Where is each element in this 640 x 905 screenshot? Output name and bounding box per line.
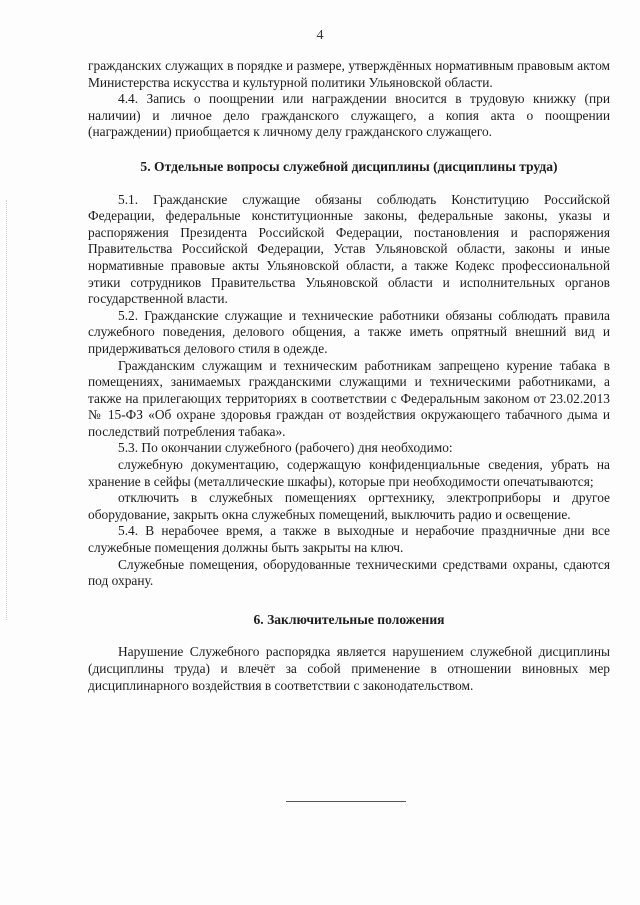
scan-margin-mark <box>6 200 8 620</box>
paragraph-5-4: 5.4. В нерабочее время, а также в выходные и нерабочие праздничные дни все служебные помещения должны быть закрыты на ключ. <box>88 523 610 556</box>
paragraph-security-handover: Служебные помещения, оборудованные техническими средствами охраны, сдаются под охрану. <box>88 556 610 589</box>
paragraph-5-1: 5.1. Гражданские служащие обязаны соблюдать Конституцию Российской Федерации, федеральные конституционные законы, федеральные законы, указы и распоряжения Президента Российской Федерации, постановления и распоряжения Правительства Российской Федерации, Устав Ульяновской области, законы и иные нормативные правовые акты Ульяновской области, а также Кодекс профессиональной этики сотрудников Правительства Ульяновской области и исполнительных органов государственной власти. <box>88 191 610 307</box>
section-5-heading: 5. Отдельные вопросы служебной дисциплины (дисциплины труда) <box>140 158 558 174</box>
page-number: 4 <box>316 28 324 43</box>
paragraph-5-3: 5.3. По окончании служебного (рабочего) дня необходимо: <box>118 440 453 456</box>
paragraph-top-1: гражданских служащих в порядке и размере, утверждённых нормативным правовым актом Министерства искусства и культурной политики Ульяновской области. <box>88 58 610 90</box>
paragraph-documents-storage: служебную документацию, содержащую конфиденциальные сведения, убрать на хранение в сейфы (металлические шкафы), которые при необходимости опечатываются; <box>88 457 610 489</box>
document-body <box>88 58 610 694</box>
paragraph-equipment-off: отключить в служебных помещениях оргтехнику, электроприборы и другое оборудование, закрыть окна служебных помещений, выключить радио и освещение. <box>88 490 610 522</box>
paragraph-smoking-ban: Гражданским служащим и техническим работникам запрещено курение табака в помещениях, занимаемых гражданскими служащими и техническими работниками, а также на прилегающих территориях в соответствии с Федеральным законом от 23.02.2013 № 15-ФЗ «Об охране здоровья граждан от воздействия окружающего табачного дыма и последствий потребления табака». <box>88 357 610 439</box>
section-6-heading: 6. Заключительные положения <box>253 611 445 627</box>
paragraph-4-4: 4.4. Запись о поощрении или награждении вносится в трудовую книжку (при наличии) и личное дело гражданского служащего, а копия акта о поощрении (награждении) приобщается к личному делу гражданского служащего. <box>88 91 610 140</box>
end-divider-line <box>286 801 406 802</box>
paragraph-final-provisions: Нарушение Служебного распорядка является нарушением служебной дисциплины (дисциплины труда) и влечёт за собой применение в отношении виновных мер дисциплинарного воздействия в соответствии с законодательством. <box>88 644 610 693</box>
paragraph-5-2: 5.2. Гражданские служащие и технические работники обязаны соблюдать правила служебного поведения, делового общения, а также иметь опрятный внешний вид и придерживаться делового стиля в одежде. <box>88 307 610 356</box>
